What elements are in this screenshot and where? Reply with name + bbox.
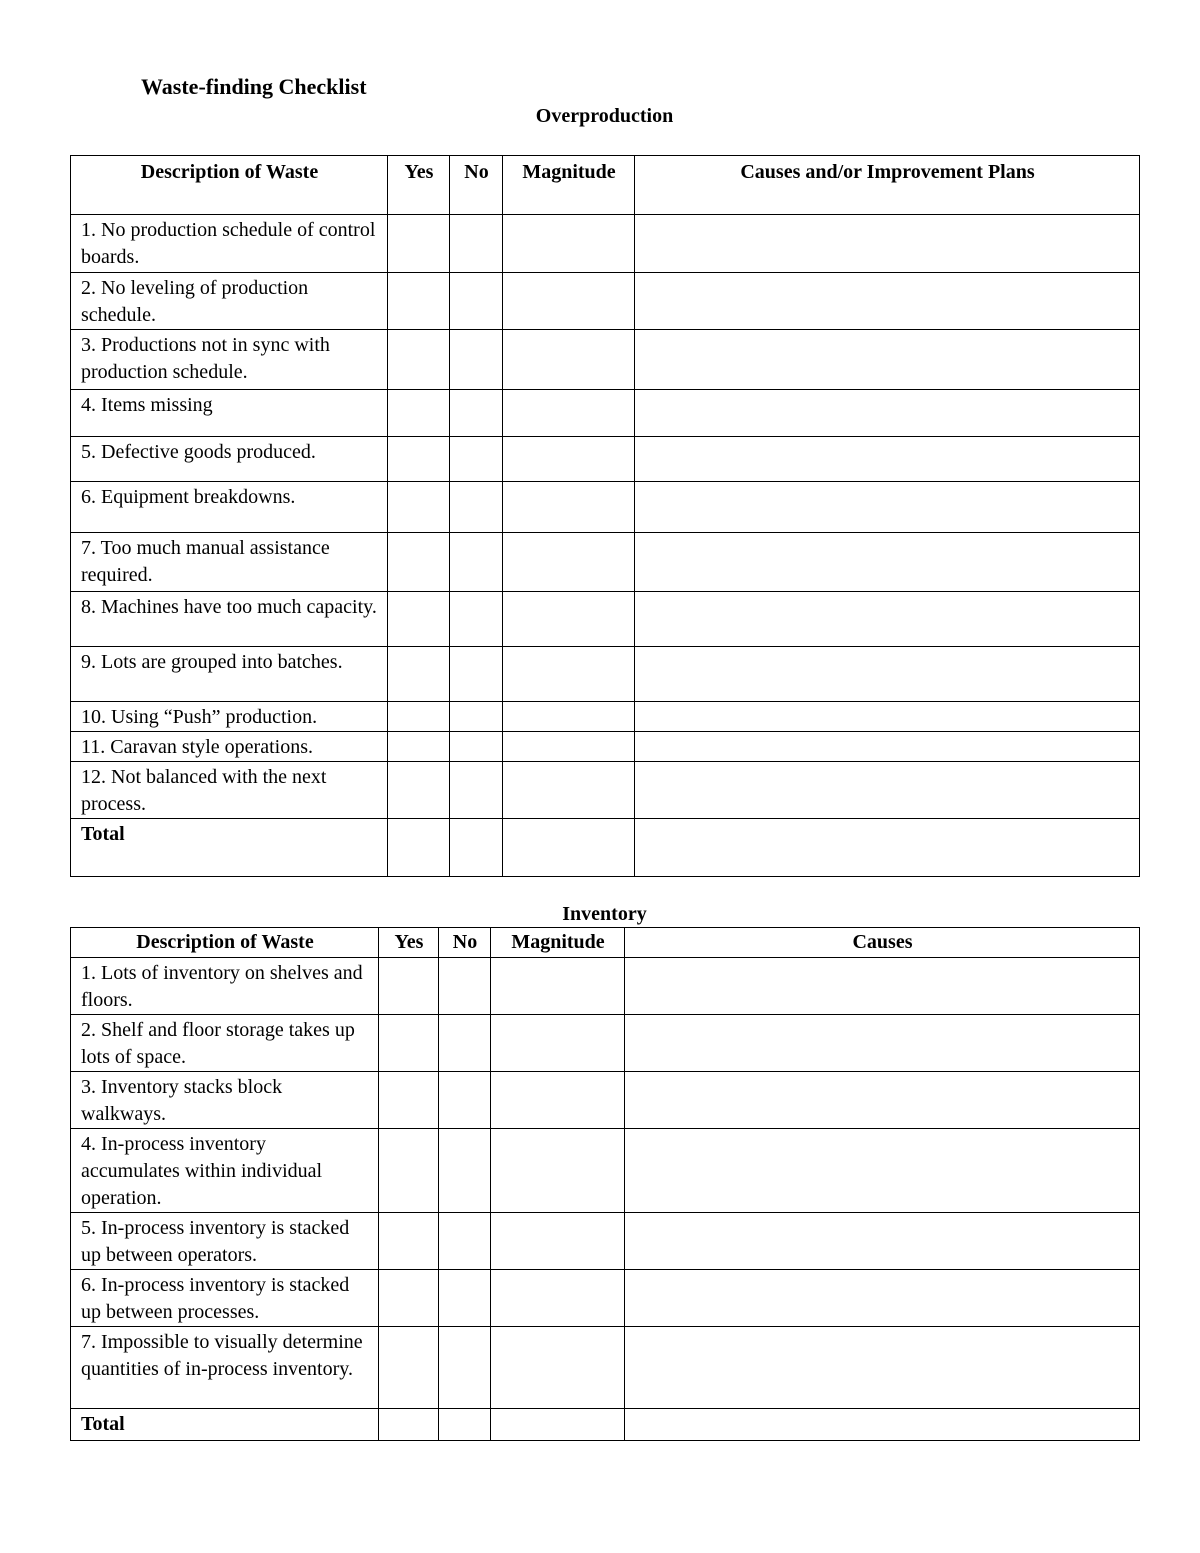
inventory-checklist-table	[70, 927, 1140, 1441]
magnitude-cell[interactable]	[491, 1129, 625, 1213]
waste-description: 6. Equipment breakdowns.	[71, 482, 388, 533]
causes-cell[interactable]	[625, 1213, 1140, 1270]
magnitude-cell[interactable]	[491, 1270, 625, 1327]
table-header-row	[71, 156, 1140, 215]
yes-cell[interactable]	[388, 330, 450, 390]
no-cell[interactable]	[450, 533, 503, 592]
yes-cell[interactable]	[388, 437, 450, 482]
causes-cell[interactable]	[635, 215, 1140, 273]
table-row	[71, 1015, 1140, 1072]
waste-description: 8. Machines have too much capacity.	[71, 592, 388, 647]
no-cell[interactable]	[439, 1327, 491, 1409]
causes-cell[interactable]	[635, 592, 1140, 647]
magnitude-cell[interactable]	[491, 1072, 625, 1129]
yes-cell[interactable]	[379, 958, 439, 1015]
no-cell[interactable]	[450, 437, 503, 482]
no-cell[interactable]	[439, 1072, 491, 1129]
waste-description: 9. Lots are grouped into batches.	[71, 647, 388, 702]
no-cell[interactable]	[439, 1015, 491, 1072]
yes-cell[interactable]	[379, 1213, 439, 1270]
column-header-magnitude: Magnitude	[491, 928, 625, 958]
table-row	[71, 390, 1140, 437]
table-row	[71, 1213, 1140, 1270]
no-cell[interactable]	[439, 1409, 491, 1441]
waste-description: 5. Defective goods produced.	[71, 437, 388, 482]
magnitude-cell[interactable]	[503, 732, 635, 762]
overproduction-checklist-table	[70, 155, 1140, 877]
yes-cell[interactable]	[388, 390, 450, 437]
yes-cell[interactable]	[388, 732, 450, 762]
no-cell[interactable]	[439, 1129, 491, 1213]
table-row	[71, 437, 1140, 482]
waste-description: 4. Items missing	[71, 390, 388, 437]
table-row	[71, 482, 1140, 533]
magnitude-cell[interactable]	[491, 1409, 625, 1441]
total-row	[71, 1409, 1140, 1441]
yes-cell[interactable]	[388, 273, 450, 330]
yes-cell[interactable]	[388, 702, 450, 732]
yes-cell[interactable]	[388, 819, 450, 877]
yes-cell[interactable]	[379, 1270, 439, 1327]
waste-description: 5. In-process inventory is stacked up between operators.	[71, 1213, 379, 1270]
causes-cell[interactable]	[625, 1327, 1140, 1409]
magnitude-cell[interactable]	[503, 215, 635, 273]
column-header-causes: Causes and/or Improvement Plans	[635, 156, 1140, 215]
yes-cell[interactable]	[379, 1129, 439, 1213]
waste-description: 12. Not balanced with the next process.	[71, 762, 388, 819]
waste-description: 10. Using “Push” production.	[71, 702, 388, 732]
waste-description: 7. Too much manual assistance required.	[71, 533, 388, 592]
document-title: Waste-finding Checklist	[141, 74, 367, 99]
table-row	[71, 1129, 1140, 1213]
total-label: Total	[71, 1409, 379, 1441]
causes-cell[interactable]	[625, 958, 1140, 1015]
waste-description: 2. Shelf and floor storage takes up lots of space.	[71, 1015, 379, 1072]
column-header-causes: Causes	[625, 928, 1140, 958]
no-cell[interactable]	[439, 1213, 491, 1270]
magnitude-cell[interactable]	[503, 762, 635, 819]
magnitude-cell[interactable]	[503, 482, 635, 533]
table-row	[71, 702, 1140, 732]
causes-cell[interactable]	[635, 533, 1140, 592]
waste-description: 1. No production schedule of control boards.	[71, 215, 388, 273]
total-row	[71, 819, 1140, 877]
causes-cell[interactable]	[625, 1015, 1140, 1072]
table-row	[71, 732, 1140, 762]
causes-cell[interactable]	[625, 1409, 1140, 1441]
magnitude-cell[interactable]	[503, 702, 635, 732]
no-cell[interactable]	[450, 215, 503, 273]
waste-description: 4. In-process inventory accumulates within individual operation.	[71, 1129, 379, 1213]
causes-cell[interactable]	[625, 1270, 1140, 1327]
no-cell[interactable]	[450, 702, 503, 732]
yes-cell[interactable]	[379, 1015, 439, 1072]
causes-cell[interactable]	[635, 390, 1140, 437]
table-row	[71, 762, 1140, 819]
no-cell[interactable]	[450, 762, 503, 819]
column-header-description: Description of Waste	[71, 156, 388, 215]
magnitude-cell[interactable]	[503, 330, 635, 390]
no-cell[interactable]	[450, 273, 503, 330]
yes-cell[interactable]	[388, 215, 450, 273]
magnitude-cell[interactable]	[491, 958, 625, 1015]
table-row	[71, 1270, 1140, 1327]
no-cell[interactable]	[450, 390, 503, 437]
causes-cell[interactable]	[635, 482, 1140, 533]
causes-cell[interactable]	[635, 819, 1140, 877]
no-cell[interactable]	[450, 592, 503, 647]
no-cell[interactable]	[450, 732, 503, 762]
total-label: Total	[71, 819, 388, 877]
magnitude-cell[interactable]	[491, 1213, 625, 1270]
waste-description: 7. Impossible to visually determine quantities of in-process inventory.	[71, 1327, 379, 1409]
magnitude-cell[interactable]	[503, 273, 635, 330]
column-header-yes: Yes	[388, 156, 450, 215]
yes-cell[interactable]	[388, 762, 450, 819]
magnitude-cell[interactable]	[503, 647, 635, 702]
causes-cell[interactable]	[625, 1072, 1140, 1129]
no-cell[interactable]	[439, 1270, 491, 1327]
causes-cell[interactable]	[635, 273, 1140, 330]
causes-cell[interactable]	[625, 1129, 1140, 1213]
table-row	[71, 647, 1140, 702]
yes-cell[interactable]	[379, 1072, 439, 1129]
causes-cell[interactable]	[635, 437, 1140, 482]
magnitude-cell[interactable]	[491, 1327, 625, 1409]
magnitude-cell[interactable]	[503, 437, 635, 482]
table-row	[71, 533, 1140, 592]
table-row	[71, 273, 1140, 330]
waste-description: 3. Productions not in sync with production schedule.	[71, 330, 388, 390]
section-title-inventory: Inventory	[562, 903, 647, 925]
column-header-description: Description of Waste	[71, 928, 379, 958]
causes-cell[interactable]	[635, 762, 1140, 819]
column-header-no: No	[439, 928, 491, 958]
magnitude-cell[interactable]	[503, 390, 635, 437]
table-row	[71, 1327, 1140, 1409]
magnitude-cell[interactable]	[503, 533, 635, 592]
yes-cell[interactable]	[379, 1327, 439, 1409]
table-row	[71, 330, 1140, 390]
magnitude-cell[interactable]	[491, 1015, 625, 1072]
table-row	[71, 215, 1140, 273]
column-header-no: No	[450, 156, 503, 215]
magnitude-cell[interactable]	[503, 592, 635, 647]
no-cell[interactable]	[450, 647, 503, 702]
yes-cell[interactable]	[388, 592, 450, 647]
column-header-magnitude: Magnitude	[503, 156, 635, 215]
yes-cell[interactable]	[388, 647, 450, 702]
table-row	[71, 1072, 1140, 1129]
section-title-overproduction: Overproduction	[535, 105, 674, 127]
waste-description: 1. Lots of inventory on shelves and floors.	[71, 958, 379, 1015]
no-cell[interactable]	[450, 819, 503, 877]
causes-cell[interactable]	[635, 330, 1140, 390]
waste-description: 2. No leveling of production schedule.	[71, 273, 388, 330]
causes-cell[interactable]	[635, 647, 1140, 702]
causes-cell[interactable]	[635, 702, 1140, 732]
no-cell[interactable]	[450, 330, 503, 390]
table-row	[71, 958, 1140, 1015]
yes-cell[interactable]	[388, 482, 450, 533]
waste-description: 3. Inventory stacks block walkways.	[71, 1072, 379, 1129]
magnitude-cell[interactable]	[503, 819, 635, 877]
waste-description: 11. Caravan style operations.	[71, 732, 388, 762]
table-row	[71, 592, 1140, 647]
no-cell[interactable]	[450, 482, 503, 533]
column-header-yes: Yes	[379, 928, 439, 958]
yes-cell[interactable]	[379, 1409, 439, 1441]
causes-cell[interactable]	[635, 732, 1140, 762]
yes-cell[interactable]	[388, 533, 450, 592]
table-header-row	[71, 928, 1140, 958]
waste-description: 6. In-process inventory is stacked up between processes.	[71, 1270, 379, 1327]
no-cell[interactable]	[439, 958, 491, 1015]
